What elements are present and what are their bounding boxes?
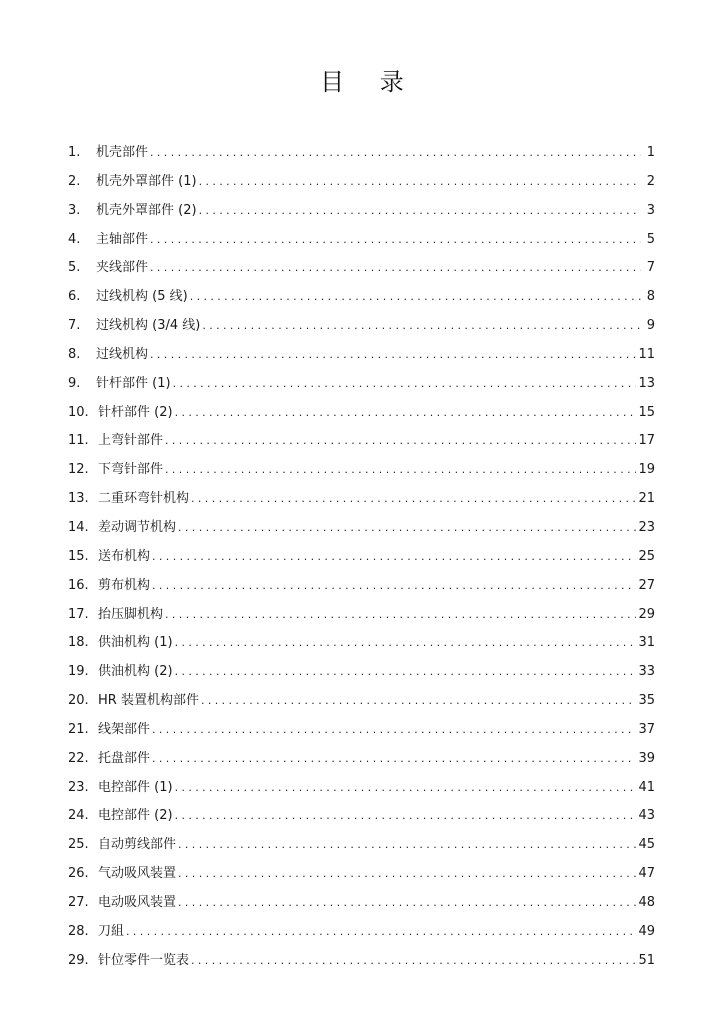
toc-entry-page: 31 — [638, 635, 655, 651]
toc-entry-number: 22. — [68, 750, 89, 766]
toc-entry-label: 电控部件 (2) — [98, 808, 173, 824]
toc-entry-page: 33 — [638, 664, 655, 680]
page-title: 目 录 — [320, 68, 418, 96]
toc-entry-number: 20. — [68, 693, 89, 709]
toc-entry[interactable] — [68, 341, 655, 370]
toc-entry-page: 13 — [638, 375, 655, 391]
toc-entry-label: 下弯针部件 — [98, 462, 164, 478]
toc-entry-label: HR 装置机构部件 — [98, 693, 199, 709]
toc-entry-label: 针杆部件 (1) — [96, 375, 171, 391]
toc-entry-label: 供油机构 (1) — [98, 635, 173, 651]
toc-entry[interactable] — [68, 947, 655, 976]
dot-leader — [152, 716, 636, 745]
toc-entry-label: 二重环弯针机构 — [98, 491, 190, 507]
toc-entry-label: 过线机构 (5 线) — [96, 289, 188, 305]
toc-entry-label: 托盘部件 — [98, 750, 151, 766]
dot-leader — [199, 168, 641, 197]
toc-entry[interactable] — [68, 485, 655, 514]
dot-leader — [165, 601, 636, 630]
toc-entry-number: 21. — [68, 721, 89, 737]
toc-entry-page: 7 — [646, 260, 655, 276]
dot-leader — [202, 312, 641, 341]
dot-leader — [152, 543, 636, 572]
dot-leader — [150, 254, 641, 283]
toc-entry-number: 26. — [68, 866, 89, 882]
toc-entry-page: 47 — [638, 866, 655, 882]
dot-leader — [175, 802, 637, 831]
toc-entry-number: 13. — [68, 491, 89, 507]
toc-entry[interactable] — [68, 197, 655, 226]
dot-leader — [165, 456, 636, 485]
toc-entry-label: 机壳部件 — [96, 145, 149, 160]
toc-entry[interactable] — [68, 427, 655, 456]
toc-entry[interactable] — [68, 860, 655, 889]
dot-leader — [150, 341, 636, 370]
dot-leader — [152, 572, 636, 601]
toc-entry[interactable] — [68, 312, 655, 341]
toc-entry-page: 49 — [638, 923, 655, 939]
toc-entry[interactable] — [68, 745, 655, 774]
toc-entry-page: 51 — [638, 952, 655, 968]
toc-entry-page: 5 — [646, 231, 655, 247]
toc-entry-page: 8 — [646, 289, 655, 305]
dot-leader — [175, 658, 637, 687]
toc-entry-label: 自动剪线部件 — [98, 837, 177, 853]
toc-entry-number: 18. — [68, 635, 89, 651]
toc-entry-number: 17. — [68, 606, 89, 622]
toc-entry-page: 21 — [638, 491, 655, 507]
dot-leader — [191, 947, 636, 976]
toc-entry[interactable] — [68, 168, 655, 197]
toc-entry[interactable] — [68, 370, 655, 399]
toc-entry-label: 上弯针部件 — [98, 433, 164, 449]
toc-entry-page: 27 — [638, 577, 655, 593]
dot-leader — [173, 370, 637, 399]
toc-entry[interactable] — [68, 716, 655, 745]
toc-entry-label: 抬压脚机构 — [98, 606, 164, 622]
dot-leader — [191, 485, 636, 514]
toc-entry-number: 7. — [68, 318, 81, 334]
dot-leader — [126, 918, 636, 947]
toc-entry-number: 2. — [68, 173, 81, 189]
toc-entry[interactable] — [68, 456, 655, 485]
toc-entry-number: 27. — [68, 894, 89, 910]
dot-leader — [152, 745, 636, 774]
toc-entry-number: 12. — [68, 462, 89, 478]
toc-entry-number: 15. — [68, 548, 89, 564]
toc-entry[interactable] — [68, 139, 655, 168]
toc-entry-label: 夹线部件 — [96, 260, 149, 276]
toc-entry[interactable] — [68, 918, 655, 947]
toc-entry-page: 15 — [638, 404, 655, 420]
toc-entry[interactable] — [68, 802, 655, 831]
toc-entry-page: 1 — [646, 145, 655, 160]
toc-entry-number: 19. — [68, 664, 89, 680]
dot-leader — [178, 514, 636, 543]
toc-entry-label: 线架部件 — [98, 721, 151, 737]
toc-entry-page: 23 — [638, 519, 655, 535]
toc-entry[interactable] — [68, 629, 655, 658]
dot-leader — [178, 831, 636, 860]
toc-entry-page: 43 — [638, 808, 655, 824]
toc-entry-number: 8. — [68, 346, 81, 362]
toc-entry-number: 16. — [68, 577, 89, 593]
toc-entry[interactable] — [68, 572, 655, 601]
toc-entry-page: 19 — [638, 462, 655, 478]
toc-entry-page: 45 — [638, 837, 655, 853]
toc-entry-number: 28. — [68, 923, 89, 939]
toc-entry-label: 针杆部件 (2) — [98, 404, 173, 420]
toc-entry-number: 5. — [68, 260, 81, 276]
toc-entry-page: 11 — [638, 346, 655, 362]
toc-entry-label: 过线机构 — [96, 346, 149, 362]
toc-entry[interactable] — [68, 399, 655, 428]
dot-leader — [175, 399, 637, 428]
dot-leader — [201, 687, 637, 716]
toc-entry[interactable] — [68, 601, 655, 630]
dot-leader — [175, 774, 637, 803]
toc-entry-label: 供油机构 (2) — [98, 664, 173, 680]
dot-leader — [150, 139, 641, 168]
toc-entry-label: 差动调节机构 — [98, 519, 177, 535]
dot-leader — [199, 197, 641, 226]
toc-entry-number: 23. — [68, 779, 89, 795]
toc-entry-label: 主轴部件 — [96, 231, 149, 247]
toc-entry-page: 9 — [646, 318, 655, 334]
toc-entry[interactable] — [68, 514, 655, 543]
dot-leader — [178, 860, 636, 889]
toc-entry-label: 机壳外罩部件 (1) — [96, 173, 197, 189]
dot-leader — [175, 629, 637, 658]
dot-leader — [178, 889, 636, 918]
toc-entry-number: 14. — [68, 519, 89, 535]
table-of-contents — [68, 139, 655, 975]
toc-entry-number: 24. — [68, 808, 89, 824]
toc-entry-number: 11. — [68, 433, 89, 449]
toc-entry[interactable] — [68, 543, 655, 572]
toc-entry[interactable] — [68, 254, 655, 283]
toc-entry[interactable] — [68, 889, 655, 918]
toc-entry-page: 25 — [638, 548, 655, 564]
toc-entry-number: 25. — [68, 837, 89, 853]
toc-entry[interactable] — [68, 283, 655, 312]
toc-entry[interactable] — [68, 774, 655, 803]
toc-entry-label: 送布机构 — [98, 548, 151, 564]
toc-entry-page: 37 — [638, 721, 655, 737]
toc-entry-number: 10. — [68, 404, 89, 420]
toc-entry-page: 2 — [646, 173, 655, 189]
toc-entry[interactable] — [68, 226, 655, 255]
toc-entry-label: 气动吸风装置 — [98, 866, 177, 882]
dot-leader — [150, 226, 641, 255]
toc-entry[interactable] — [68, 658, 655, 687]
toc-entry-number: 3. — [68, 202, 81, 218]
toc-entry-number: 4. — [68, 231, 81, 247]
dot-leader — [190, 283, 641, 312]
toc-entry[interactable] — [68, 831, 655, 860]
toc-entry[interactable] — [68, 687, 655, 716]
toc-entry-page: 35 — [638, 693, 655, 709]
toc-entry-page: 41 — [638, 779, 655, 795]
toc-entry-label: 剪布机构 — [98, 577, 151, 593]
toc-entry-label: 过线机构 (3/4 线) — [96, 318, 201, 334]
dot-leader — [165, 427, 636, 456]
toc-entry-label: 电控部件 (1) — [98, 779, 173, 795]
toc-entry-page: 39 — [638, 750, 655, 766]
toc-entry-label: 电动吸风装置 — [98, 894, 177, 910]
toc-entry-number: 29. — [68, 952, 89, 968]
toc-entry-label: 针位零件一览表 — [98, 952, 190, 968]
toc-entry-number: 9. — [68, 375, 81, 391]
toc-entry-page: 29 — [638, 606, 655, 622]
toc-entry-page: 17 — [638, 433, 655, 449]
toc-entry-label: 刀組 — [98, 923, 125, 939]
toc-entry-page: 3 — [646, 202, 655, 218]
toc-entry-page: 48 — [638, 894, 655, 910]
toc-entry-number: 1. — [68, 145, 81, 160]
toc-entry-number: 6. — [68, 289, 81, 305]
toc-entry-label: 机壳外罩部件 (2) — [96, 202, 197, 218]
